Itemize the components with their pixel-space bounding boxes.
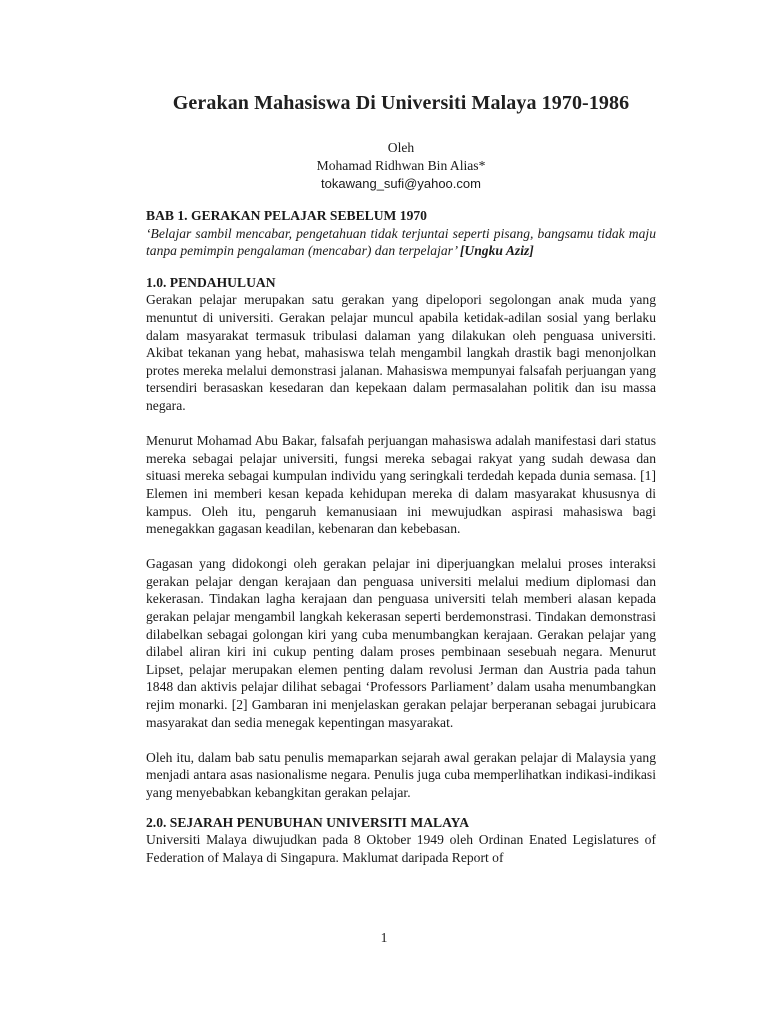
section-heading-pendahuluan: 1.0. PENDAHULUAN — [146, 274, 276, 290]
paragraph: Menurut Mohamad Abu Bakar, falsafah perjuangan mahasiswa adalah manifestasi dari status mereka sebagai pelajar universiti, fungsi mereka sebagai rakyat yang sudah dewasa dan situasi mereka sebagai kumpulan individu yang seringkali terdedah kepada dunia semasa. [1] Elemen ini memberi kesan kepada kehidupan mereka di dalam masyarakat khususnya di kampus. Oleh itu, pengaruh kemanusiaan ini mewujudkan aspirasi mahasiswa bagi menegakkan gagasan keadilan, kebenaran dan kebebasan. — [146, 433, 656, 537]
document-page — [146, 92, 656, 884]
document-title: Gerakan Mahasiswa Di Universiti Malaya 1970-1986 — [172, 92, 630, 114]
author-email[interactable]: tokawang_sufi@yahoo.com — [321, 176, 481, 191]
paragraph: Gagasan yang didokongi oleh gerakan pelajar ini diperjuangkan melalui proses interaksi gerakan pelajar dengan kerajaan dan penguasa universiti melalui medium diplomasi dan kekerasan. Tindakan lagha kerajaan dan penguasa universiti telah memberi alasan kepada gerakan pelajar mengambil langkah kekerasan seperti berdemonstrasi. Tindakan demonstrasi dilabelkan sebagai golongan kiri yang cuba menumbangkan kerajaan. Gerakan pelajar yang dilabel aliran kiri ini cukup penting dalam proses pembinaan sesebuah negara. Menurut Lipset, pelajar merupakan elemen penting dalam revolusi Jerman dan Austria pada tahun 1848 dan aktivis pelajar dilihat sebagai ‘Professors Parliament’ dalam usaha menumbangkan rejim monarki. [2] Gambaran ini menjelaskan gerakan pelajar berperanan sebagai jurubicara masyarakat dan sedia menegak kepentingan masyarakat. — [146, 556, 656, 730]
page-number: 1 — [380, 930, 388, 945]
byline-prefix: Oleh — [387, 140, 415, 155]
byline — [146, 139, 656, 193]
author-name: Mohamad Ridhwan Bin Alias* — [316, 158, 486, 173]
epigraph-quote — [146, 225, 656, 260]
epigraph-attribution: [Ungku Aziz] — [459, 243, 534, 259]
paragraph: Universiti Malaya diwujudkan pada 8 Oktober 1949 oleh Ordinan Enated Legislatures of Federation of Malaya di Singapura. Maklumat daripada Report of — [146, 832, 656, 865]
epigraph-text: ‘Belajar sambil mencabar, pengetahuan tidak terjuntai seperti pisang, bangsamu tidak maju tanpa pemimpin pengalaman (mencabar) dan terpelajar’ — [146, 225, 656, 259]
section-heading-sejarah: 2.0. SEJARAH PENUBUHAN UNIVERSITI MALAYA — [146, 814, 470, 830]
paragraph: Gerakan pelajar merupakan satu gerakan yang dipelopori segolongan anak muda yang menuntut di universiti. Gerakan pelajar muncul apabila ketidak-adilan sosial yang berlaku dalam masyarakat termasuk tribulasi dalaman yang dilakukan oleh penguasa universiti. Akibat tekanan yang hebat, mahasiswa telah mengambil langkah drastik bagi menonjolkan protes mereka melalui demonstrasi jalanan. Mahasiswa mempunyai falsafah perjuangan yang tersendiri berasaskan kesedaran dan kepekaan dalam permasalahan politik dan isu massa negara. — [146, 292, 656, 413]
paragraph: Oleh itu, dalam bab satu penulis memaparkan sejarah awal gerakan pelajar di Malaysia yang menjadi antara asas nasionalisme negara. Penulis juga cuba memperlihatkan indikasi-indikasi yang menyebabkan kebangkitan gerakan pelajar. — [146, 749, 656, 800]
chapter-heading: BAB 1. GERAKAN PELAJAR SEBELUM 1970 — [146, 208, 427, 223]
